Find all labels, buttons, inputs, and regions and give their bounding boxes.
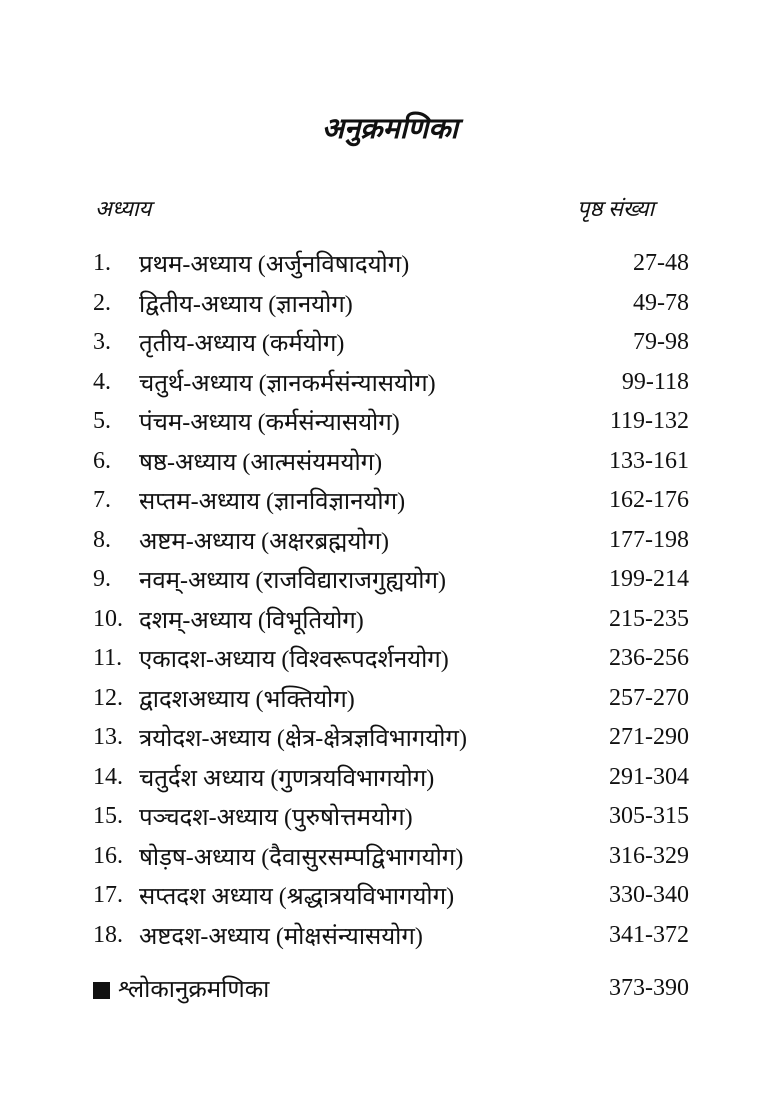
- contents-row: [93, 402, 689, 442]
- page-title: अनुक्रमणिका: [321, 113, 459, 145]
- chapter-number: 9.: [93, 566, 111, 593]
- chapter-pages: 330-340: [609, 882, 689, 909]
- contents-row: [93, 363, 689, 403]
- contents-list: [93, 244, 689, 955]
- entry-title: श्लोकानुक्रमणिका: [118, 977, 270, 1003]
- contents-row: [93, 284, 689, 324]
- chapter-pages: 162-176: [609, 487, 689, 514]
- chapter-title: त्रयोदश-अध्याय (क्षेत्र-क्षेत्रज्ञविभागयोग): [139, 726, 467, 753]
- chapter-pages: 291-304: [609, 763, 689, 790]
- chapter-number: 10.: [93, 605, 123, 632]
- contents-row: [93, 679, 689, 719]
- contents-row: [93, 481, 689, 521]
- chapter-title: पंचम-अध्याय (कर्मसंन्यासयोग): [139, 410, 400, 437]
- chapter-pages: 316-329: [609, 842, 689, 869]
- entry-pages: 373-390: [609, 975, 689, 1001]
- chapter-pages: 133-161: [609, 447, 689, 474]
- chapter-pages: 341-372: [609, 921, 689, 948]
- chapter-title: अष्टदश-अध्याय (मोक्षसंन्यासयोग): [139, 923, 423, 950]
- chapter-title: द्वितीय-अध्याय (ज्ञानयोग): [139, 291, 353, 318]
- chapter-title: द्वादशअध्याय (भक्तियोग): [139, 686, 355, 713]
- chapter-title: प्रथम-अध्याय (अर्जुनविषादयोग): [139, 252, 410, 279]
- contents-row: [93, 442, 689, 482]
- chapter-title: तृतीय-अध्याय (कर्मयोग): [139, 331, 345, 358]
- page-number-column-header: पृष्ठ संख्या: [577, 196, 655, 221]
- chapter-pages: 257-270: [609, 684, 689, 711]
- chapter-number: 11.: [93, 645, 123, 672]
- contents-row: [93, 916, 689, 956]
- chapter-pages: 236-256: [609, 645, 689, 672]
- chapter-pages: 119-132: [609, 408, 689, 435]
- chapter-number: 12.: [93, 684, 123, 711]
- chapter-title: पञ्चदश-अध्याय (पुरुषोत्तमयोग): [139, 805, 413, 832]
- chapter-title: अष्टम-अध्याय (अक्षरब्रह्मयोग): [139, 528, 390, 555]
- chapter-pages: 177-198: [609, 526, 689, 553]
- chapter-pages: 199-214: [609, 566, 689, 593]
- contents-row: [93, 521, 689, 561]
- chapter-pages: 99-118: [621, 368, 689, 395]
- contents-row: [93, 639, 689, 679]
- chapter-pages: 215-235: [609, 605, 689, 632]
- chapter-number: 17.: [93, 882, 123, 909]
- chapter-title: सप्तम-अध्याय (ज्ञानविज्ञानयोग): [139, 489, 406, 516]
- contents-row: [93, 323, 689, 363]
- chapter-pages: 79-98: [633, 329, 689, 356]
- chapter-number: 5.: [93, 408, 111, 435]
- chapter-number: 4.: [93, 368, 111, 395]
- contents-row: [93, 797, 689, 837]
- chapter-number: 14.: [93, 763, 123, 790]
- chapter-title: सप्तदश अध्याय (श्रद्धात्रयविभागयोग): [139, 884, 455, 911]
- chapter-title: एकादश-अध्याय (विश्वरूपदर्शनयोग): [139, 647, 449, 674]
- chapter-pages: 305-315: [609, 803, 689, 830]
- chapter-title: चतुर्दश अध्याय (गुणत्रयविभागयोग): [139, 765, 435, 792]
- contents-row: [93, 600, 689, 640]
- chapter-column-header: अध्याय: [95, 196, 152, 221]
- contents-row: [93, 758, 689, 798]
- chapter-title: षष्ठ-अध्याय (आत्मसंयमयोग): [139, 449, 383, 476]
- chapter-number: 3.: [93, 329, 111, 356]
- contents-row: [93, 560, 689, 600]
- square-bullet-icon: [93, 982, 110, 999]
- chapter-number: 13.: [93, 724, 123, 751]
- chapter-title: नवम्-अध्याय (राजविद्याराजगुह्ययोग): [139, 568, 447, 595]
- chapter-pages: 27-48: [633, 250, 689, 277]
- contents-row: [93, 876, 689, 916]
- chapter-number: 6.: [93, 447, 111, 474]
- chapter-number: 16.: [93, 842, 123, 869]
- chapter-pages: 271-290: [609, 724, 689, 751]
- chapter-pages: 49-78: [633, 289, 689, 316]
- chapter-number: 2.: [93, 289, 111, 316]
- chapter-title: चतुर्थ-अध्याय (ज्ञानकर्मसंन्यासयोग): [139, 370, 436, 397]
- chapter-title: दशम्-अध्याय (विभूतियोग): [139, 607, 364, 634]
- contents-row: [93, 244, 689, 284]
- contents-row: [93, 718, 689, 758]
- chapter-number: 15.: [93, 803, 123, 830]
- shloka-index-entry: [93, 972, 689, 1005]
- chapter-number: 8.: [93, 526, 111, 553]
- chapter-number: 1.: [93, 250, 111, 277]
- chapter-number: 7.: [93, 487, 111, 514]
- contents-row: [93, 837, 689, 877]
- chapter-number: 18.: [93, 921, 123, 948]
- chapter-title: षोड़ष-अध्याय (दैवासुरसम्पद्विभागयोग): [139, 844, 464, 871]
